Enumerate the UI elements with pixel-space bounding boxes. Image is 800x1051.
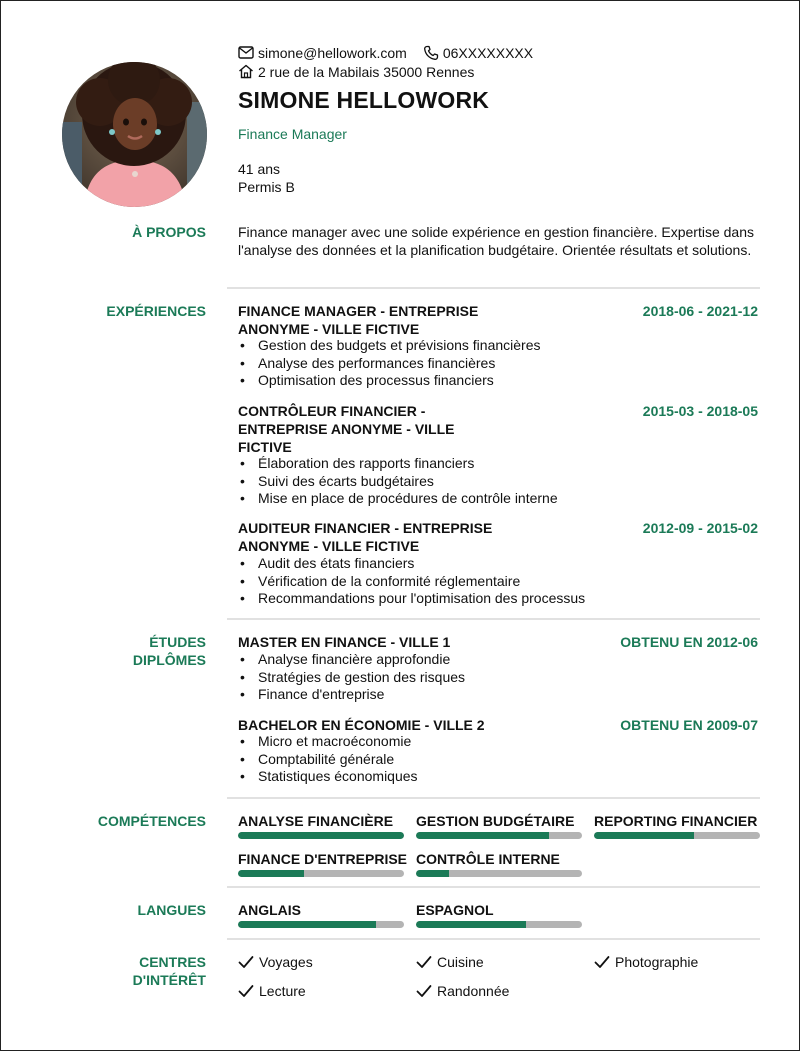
list-item: • Analyse financière approfondie [238, 651, 465, 669]
language-level-bar [238, 921, 404, 928]
skill-level-bar [238, 870, 404, 877]
checkmark-icon [238, 984, 254, 998]
language-name: ANGLAIS [238, 902, 301, 918]
list-item: • Micro et macroéconomie [238, 733, 418, 751]
list-item: • Optimisation des processus financiers [238, 372, 541, 390]
address-item [238, 63, 474, 81]
interests-label-line: CENTRES [139, 954, 206, 970]
list-item: • Statistiques économiques [238, 768, 418, 786]
skill-name: ANALYSE FINANCIÈRE [238, 813, 394, 829]
skill-level-fill [416, 832, 549, 839]
experience-title-line: FICTIVE [238, 439, 292, 455]
phone-item [423, 44, 533, 62]
experiences-label: EXPÉRIENCES [106, 303, 206, 319]
language-level-bar [416, 921, 582, 928]
experience-title [238, 402, 455, 456]
language-item [416, 901, 582, 928]
degree-date: OBTENU EN 2012-06 [620, 634, 758, 650]
experience-title [238, 302, 478, 338]
skill-item [594, 812, 760, 839]
list-item: • Comptabilité générale [238, 751, 418, 769]
experience-title-line: ANONYME - VILLE FICTIVE [238, 321, 420, 337]
experience-dates: 2015-03 - 2018-05 [642, 403, 758, 419]
experience-dates: 2012-09 - 2015-02 [642, 520, 758, 536]
email-item [238, 44, 407, 62]
experience-tasks [238, 455, 558, 508]
list-item: • Vérification de la conformité réglementaire [238, 573, 585, 591]
contact-line-1 [238, 43, 549, 62]
email-text: simone@hellowork.com [258, 44, 407, 61]
interest-label: Cuisine [437, 954, 484, 970]
section-divider [227, 618, 760, 620]
education-label-line: DIPLÔMES [132, 652, 206, 668]
skill-level-bar [416, 832, 582, 839]
experience-title-line: FINANCE MANAGER - ENTREPRISE [238, 303, 479, 319]
full-name: SIMONE HELLOWORK [238, 87, 490, 113]
list-item: • Finance d'entreprise [238, 686, 465, 704]
interest-label: Randonnée [437, 983, 510, 999]
language-name: ESPAGNOL [416, 902, 494, 918]
phone-text: 06XXXXXXXX [442, 44, 534, 61]
list-item: • Mise en place de procédures de contrôle interne [238, 490, 558, 508]
interest-item [416, 982, 509, 1000]
language-level-fill [238, 921, 376, 928]
experience-tasks [238, 555, 585, 608]
skill-item [416, 812, 582, 839]
language-level-fill [416, 921, 526, 928]
experience-title-line: ANONYME - VILLE FICTIVE [238, 538, 420, 554]
personal-details [238, 160, 295, 196]
skill-level-fill [238, 832, 404, 839]
skill-level-bar [416, 870, 582, 877]
skill-level-fill [594, 832, 694, 839]
section-divider [227, 938, 760, 940]
list-item: • Recommandations pour l'optimisation des processus [238, 590, 585, 608]
interests-label [61, 953, 206, 989]
license-text: Permis B [238, 179, 295, 195]
experience-title-line: ENTREPRISE ANONYME - VILLE [238, 421, 455, 437]
skill-item [238, 850, 408, 877]
experience-dates: 2018-06 - 2021-12 [642, 303, 758, 319]
checkmark-icon [238, 955, 254, 969]
age-text: 41 ans [238, 161, 281, 177]
contact-info [238, 43, 549, 81]
envelope-icon [238, 46, 254, 59]
home-icon [238, 64, 254, 79]
experience-title [238, 519, 492, 555]
skill-level-bar [238, 832, 404, 839]
skill-name: GESTION BUDGÉTAIRE [416, 813, 575, 829]
about-label: À PROPOS [132, 224, 206, 240]
phone-icon [423, 45, 439, 61]
education-label [61, 633, 206, 669]
checkmark-icon [416, 984, 432, 998]
skill-name: REPORTING FINANCIER [594, 813, 758, 829]
degree-title: BACHELOR EN ÉCONOMIE - VILLE 2 [238, 717, 485, 733]
experience-title-line: CONTRÔLEUR FINANCIER - [238, 403, 426, 419]
interest-label: Voyages [259, 954, 313, 970]
education-label-line: ÉTUDES [149, 634, 206, 650]
interest-item [238, 982, 306, 1000]
address-text: 2 rue de la Mabilais 35000 Rennes [258, 63, 475, 80]
checkmark-icon [594, 955, 610, 969]
skill-level-fill [416, 870, 449, 877]
job-title: Finance Manager [238, 126, 347, 142]
list-item: • Élaboration des rapports financiers [238, 455, 558, 473]
interest-label: Photographie [615, 954, 699, 970]
interest-item [594, 953, 698, 971]
skill-item [416, 850, 582, 877]
list-item: • Suivi des écarts budgétaires [238, 473, 558, 491]
list-item: • Audit des états financiers [238, 555, 585, 573]
degree-topics [238, 651, 465, 704]
skill-item [238, 812, 404, 839]
languages-label: LANGUES [137, 902, 206, 918]
section-divider [227, 886, 760, 888]
profile-photo [62, 62, 207, 207]
degree-date: OBTENU EN 2009-07 [620, 717, 758, 733]
about-text: Finance manager avec une solide expérience en gestion financière. Expertise dans l'analyse des données et la planification budgétaire. Orientée résultats et solutions. [238, 224, 754, 258]
interest-label: Lecture [259, 983, 306, 999]
interests-label-line: D'INTÉRÊT [132, 972, 206, 988]
degree-title: MASTER EN FINANCE - VILLE 1 [238, 634, 451, 650]
interest-item [416, 953, 484, 971]
skills-label: COMPÉTENCES [97, 813, 206, 829]
skill-name: CONTRÔLE INTERNE [416, 851, 560, 867]
checkmark-icon [416, 955, 432, 969]
skill-name: FINANCE D'ENTREPRISE [238, 851, 408, 867]
skill-level-fill [238, 870, 304, 877]
section-divider [227, 797, 760, 799]
list-item: • Stratégies de gestion des risques [238, 669, 465, 687]
skill-level-bar [594, 832, 760, 839]
experience-tasks [238, 337, 541, 390]
language-item [238, 901, 404, 928]
degree-topics [238, 733, 418, 786]
experience-title-line: AUDITEUR FINANCIER - ENTREPRISE [238, 520, 493, 536]
interest-item [238, 953, 313, 971]
avatar-illustration [62, 62, 207, 207]
list-item: • Gestion des budgets et prévisions financières [238, 337, 541, 355]
contact-line-2 [238, 62, 549, 81]
section-divider [227, 287, 760, 289]
list-item: • Analyse des performances financières [238, 355, 541, 373]
